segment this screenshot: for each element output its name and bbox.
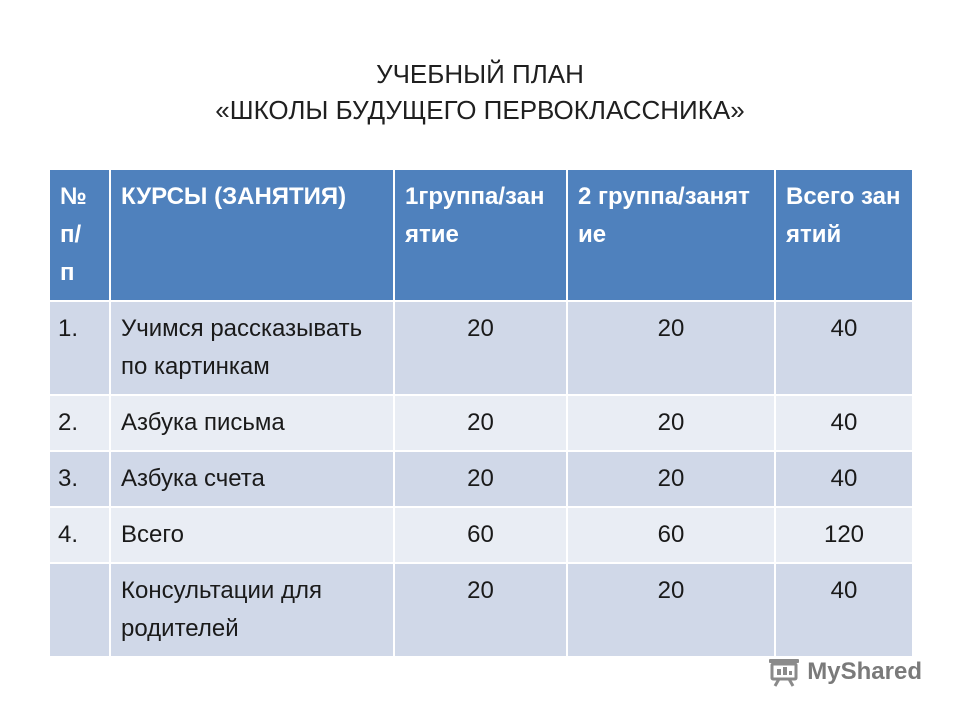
table-row xyxy=(49,563,913,657)
title-line-1: УЧЕБНЫЙ ПЛАН xyxy=(376,59,584,89)
cell-course: Азбука письма xyxy=(110,395,394,451)
cell-total: 120 xyxy=(775,507,913,563)
header-number: № п/ п xyxy=(49,169,110,301)
cell-group-1: 20 xyxy=(394,301,567,395)
table-header-row xyxy=(49,169,913,301)
table-row xyxy=(49,507,913,563)
table-row xyxy=(49,301,913,395)
cell-course: Консультации для родителей xyxy=(110,563,394,657)
cell-group-1: 20 xyxy=(394,451,567,507)
cell-total: 40 xyxy=(775,563,913,657)
slide-title xyxy=(0,56,960,128)
cell-group-1: 20 xyxy=(394,395,567,451)
cell-group-2: 20 xyxy=(567,301,775,395)
cell-group-1: 60 xyxy=(394,507,567,563)
cell-group-1: 20 xyxy=(394,563,567,657)
cell-total: 40 xyxy=(775,451,913,507)
cell-total: 40 xyxy=(775,301,913,395)
header-group-2: 2 группа/занятие xyxy=(567,169,775,301)
presentation-board-icon xyxy=(767,657,801,687)
cell-course: Всего xyxy=(110,507,394,563)
title-line-2: «ШКОЛЫ БУДУЩЕГО ПЕРВОКЛАССНИКА» xyxy=(215,95,745,125)
cell-number xyxy=(49,563,110,657)
cell-number: 1. xyxy=(49,301,110,395)
myshared-watermark xyxy=(767,657,922,687)
cell-group-2: 20 xyxy=(567,395,775,451)
cell-group-2: 20 xyxy=(567,451,775,507)
table-row xyxy=(49,451,913,507)
cell-course: Азбука счета xyxy=(110,451,394,507)
watermark-text: MyShared xyxy=(807,658,922,685)
header-courses: КУРСЫ (ЗАНЯТИЯ) xyxy=(110,169,394,301)
cell-total: 40 xyxy=(775,395,913,451)
cell-number: 2. xyxy=(49,395,110,451)
header-total: Всего занятий xyxy=(775,169,913,301)
cell-course: Учимся рассказывать по картинкам xyxy=(110,301,394,395)
cell-group-2: 60 xyxy=(567,507,775,563)
table-row xyxy=(49,395,913,451)
cell-group-2: 20 xyxy=(567,563,775,657)
header-group-1: 1группа/занятие xyxy=(394,169,567,301)
cell-number: 4. xyxy=(49,507,110,563)
curriculum-table xyxy=(48,168,914,658)
cell-number: 3. xyxy=(49,451,110,507)
